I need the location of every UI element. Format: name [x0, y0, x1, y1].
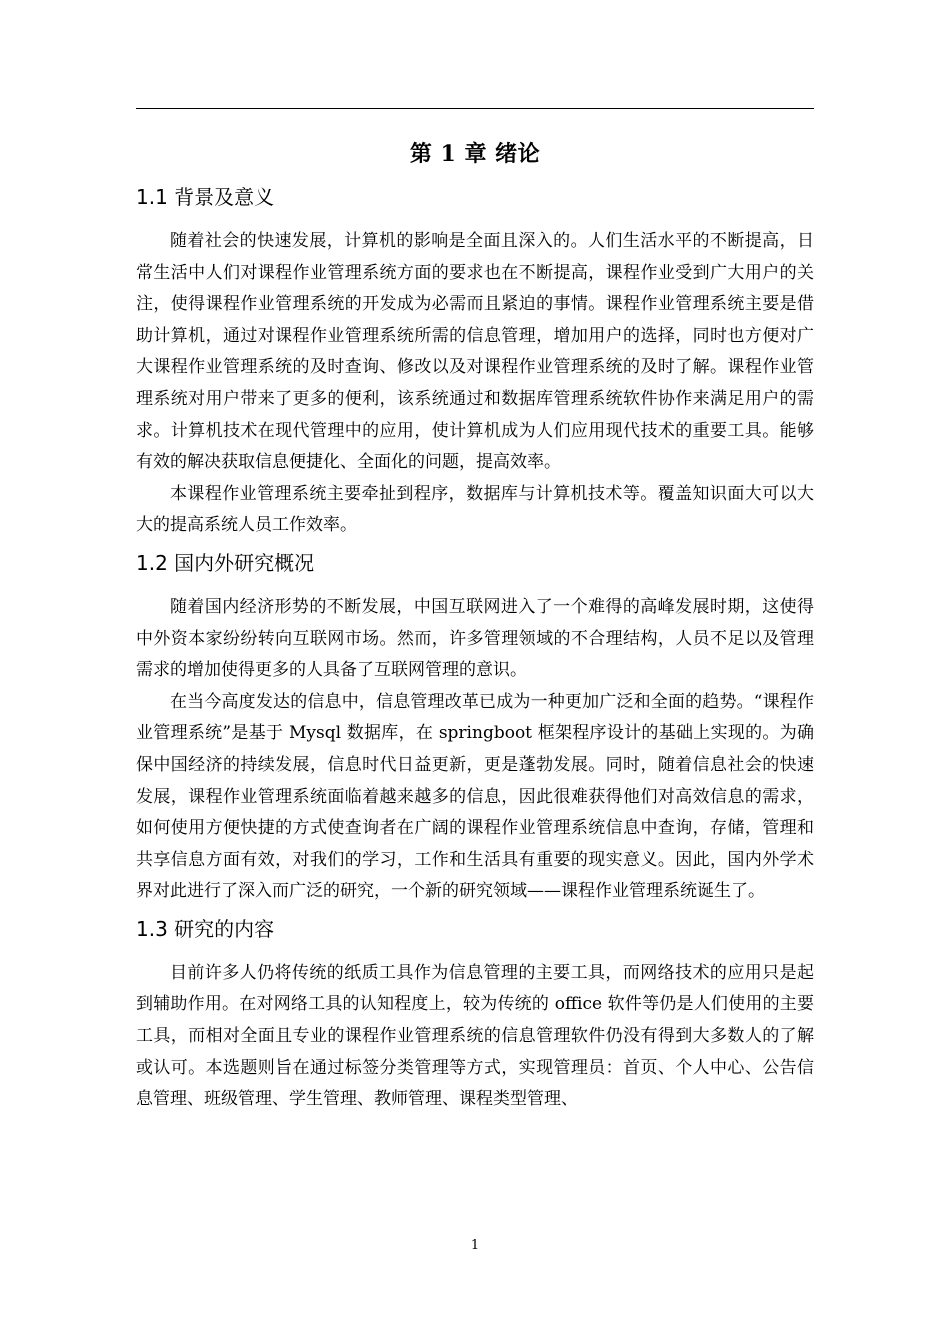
page-content	[136, 132, 814, 1116]
paragraph: 在当今高度发达的信息中，信息管理改革已成为一种更加广泛和全面的趋势。“课程作业管理系统”是基于 Mysql 数据库，在 springboot 框架程序设计的基础上实现的。为确保中国经济的持续发展，信息时代日益更新，更是蓬勃发展。同时，随着信息社会的快速发展，课程作业管理系统面临着越来越多的信息，因此很难获得他们对高效信息的需求，如何使用方便快捷的方式使查询者在广阔的课程作业管理系统信息中查询，存储，管理和共享信息方面有效，对我们的学习，工作和生活具有重要的现实意义。因此，国内外学术界对此进行了深入而广泛的研究，一个新的研究领域——课程作业管理系统诞生了。	[136, 691, 814, 902]
section-heading-1-1: 1.1 背景及意义	[136, 185, 275, 209]
paragraph: 随着社会的快速发展，计算机的影响是全面且深入的。人们生活水平的不断提高，日常生活中人们对课程作业管理系统方面的要求也在不断提高，课程作业受到广大用户的关注，使得课程作业管理系统的开发成为必需而且紧迫的事情。课程作业管理系统主要是借助计算机，通过对课程作业管理系统所需的信息管理，增加用户的选择，同时也方便对广大课程作业管理系统的及时查询、修改以及对课程作业管理系统的及时了解。课程作业管理系统对用户带来了更多的便利，该系统通过和数据库管理系统软件协作来满足用户的需求。计算机技术在现代管理中的应用，使计算机成为人们应用现代技术的重要工具。能够有效的解决获取信息便捷化、全面化的问题，提高效率。	[136, 231, 814, 473]
section-heading-1-2: 1.2 国内外研究概况	[136, 550, 315, 575]
paragraph: 随着国内经济形势的不断发展，中国互联网进入了一个难得的高峰发展时期，这使得中外资本家纷纷转向互联网市场。然而，许多管理领域的不合理结构，人员不足以及管理需求的增加使得更多的人具备了互联网管理的意识。	[136, 596, 814, 681]
header-rule	[136, 108, 814, 109]
page-number: 1	[470, 1238, 480, 1253]
section-heading-1-3: 1.3 研究的内容	[136, 916, 275, 941]
paragraph: 本课程作业管理系统主要牵扯到程序，数据库与计算机技术等。覆盖知识面大可以大大的提高系统人员工作效率。	[136, 483, 814, 536]
chapter-title: 第 1 章 绪论	[409, 141, 541, 167]
paragraph: 目前许多人仍将传统的纸质工具作为信息管理的主要工具，而网络技术的应用只是起到辅助作用。在对网络工具的认知程度上，较为传统的 office 软件等仍是人们使用的主要工具，而相对全面且专业的课程作业管理系统的信息管理软件仍没有得到大多数人的了解或认可。本选题则旨在通过标签分类管理等方式，实现管理员：首页、个人中心、公告信息管理、班级管理、学生管理、教师管理、课程类型管理、	[136, 962, 814, 1110]
